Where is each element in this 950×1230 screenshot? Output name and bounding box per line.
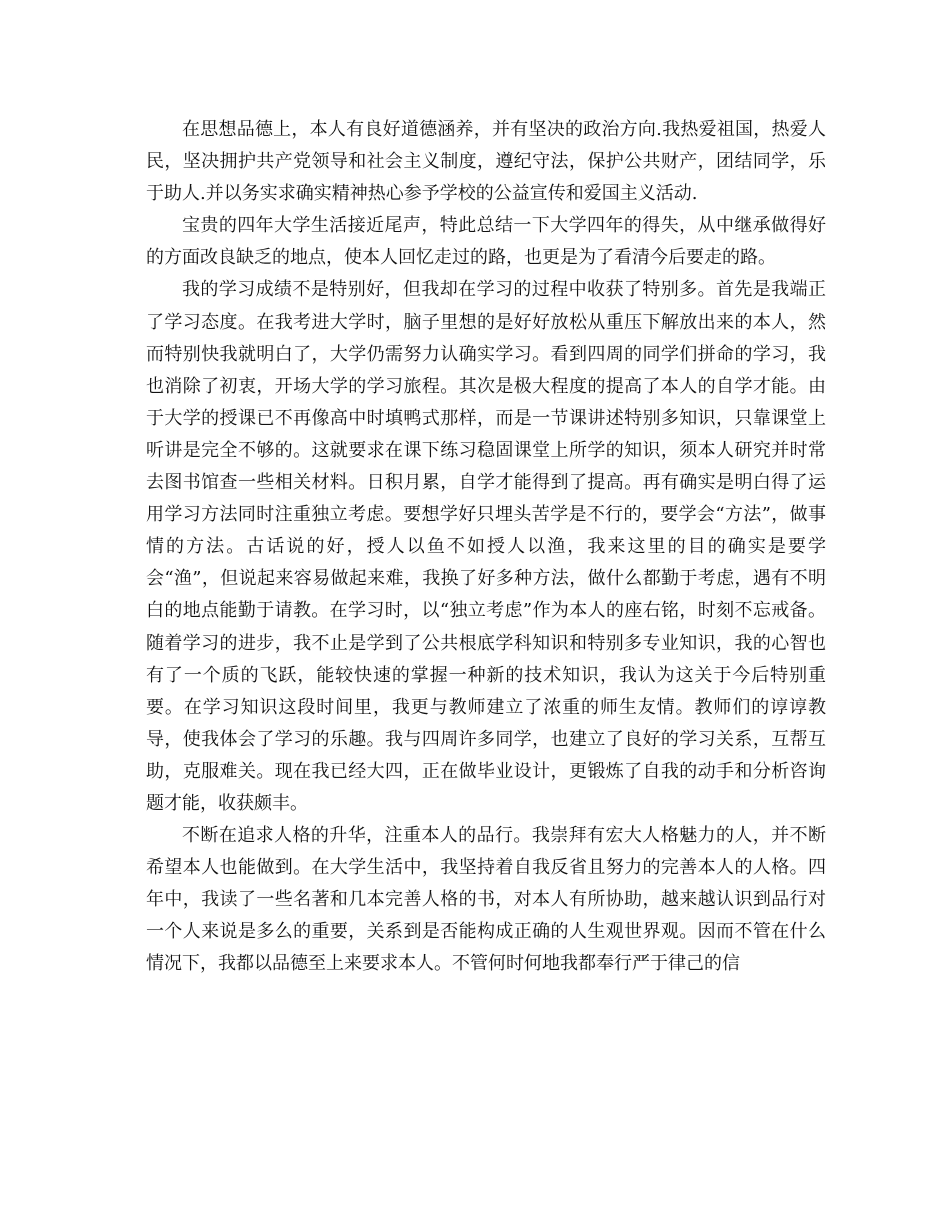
paragraph-moral-character: 在思想品德上，本人有良好道德涵养，并有坚决的政治方向.我热爱祖国，热爱人民，坚决拥护共产党领导和社会主义制度，遵纪守法，保护公共财产，团结同学，乐于助人.并以务实求确实精神热心参予学校的公益宣传和爱国主义活动. [146, 119, 826, 205]
paragraph-personality: 不断在追求人格的升华，注重本人的品行。我崇拜有宏大人格魅力的人，并不断希望本人也能做到。在大学生活中，我坚持着自我反省且努力的完善本人的人格。四年中，我读了一些名著和几本完善人格的书，对本人有所协助，越来越认识到品行对一个人来说是多么的重要，关系到是否能构成正确的人生观世界观。因而不管在什么情况下，我都以品德至上来要求本人。不管何时何地我都奉行严于律己的信 [146, 825, 826, 975]
document-body [146, 114, 826, 981]
paragraph-study: 我的学习成绩不是特别好，但我却在学习的过程中收获了特别多。首先是我端正了学习态度。在我考进大学时，脑子里想的是好好放松从重压下解放出来的本人，然而特别快我就明白了，大学仍需努力认确实学习。看到四周的同学们拼命的学习，我也消除了初衷，开场大学的学习旅程。其次是极大程度的提高了本人的自学才能。由于大学的授课已不再像高中时填鸭式那样，而是一节课讲述特别多知识，只靠课堂上听讲是完全不够的。这就要求在课下练习稳固课堂上所学的知识，须本人研究并时常去图书馆查一些相关材料。日积月累，自学才能得到了提高。再有确实是明白得了运用学习方法同时注重独立考虑。要想学好只埋头苦学是不行的，要学会“方法”，做事情的方法。古话说的好，授人以鱼不如授人以渔，我来这里的目的确实是要学会“渔”，但说起来容易做起来难，我换了好多种方法，做什么都勤于考虑，遇有不明白的地点能勤于请教。在学习时，以“独立考虑”作为本人的座右铭，时刻不忘戒备。随着学习的进步，我不止是学到了公共根底学科知识和特别多专业知识，我的心智也有了一个质的飞跃，能较快速的掌握一种新的技术知识，我认为这关于今后特别重要。在学习知识这段时间里，我更与教师建立了浓重的师生友情。教师们的谆谆教导，使我体会了学习的乐趣。我与四周许多同学，也建立了良好的学习关系，互帮互助，克服难关。现在我已经大四，正在做毕业设计，更锻炼了自我的动手和分析咨询题才能，收获颇丰。 [146, 279, 826, 814]
paragraph-summary-intro: 宝贵的四年大学生活接近尾声，特此总结一下大学四年的得失，从中继承做得好的方面改良缺乏的地点，使本人回忆走过的路，也更是为了看清今后要走的路。 [146, 215, 826, 269]
